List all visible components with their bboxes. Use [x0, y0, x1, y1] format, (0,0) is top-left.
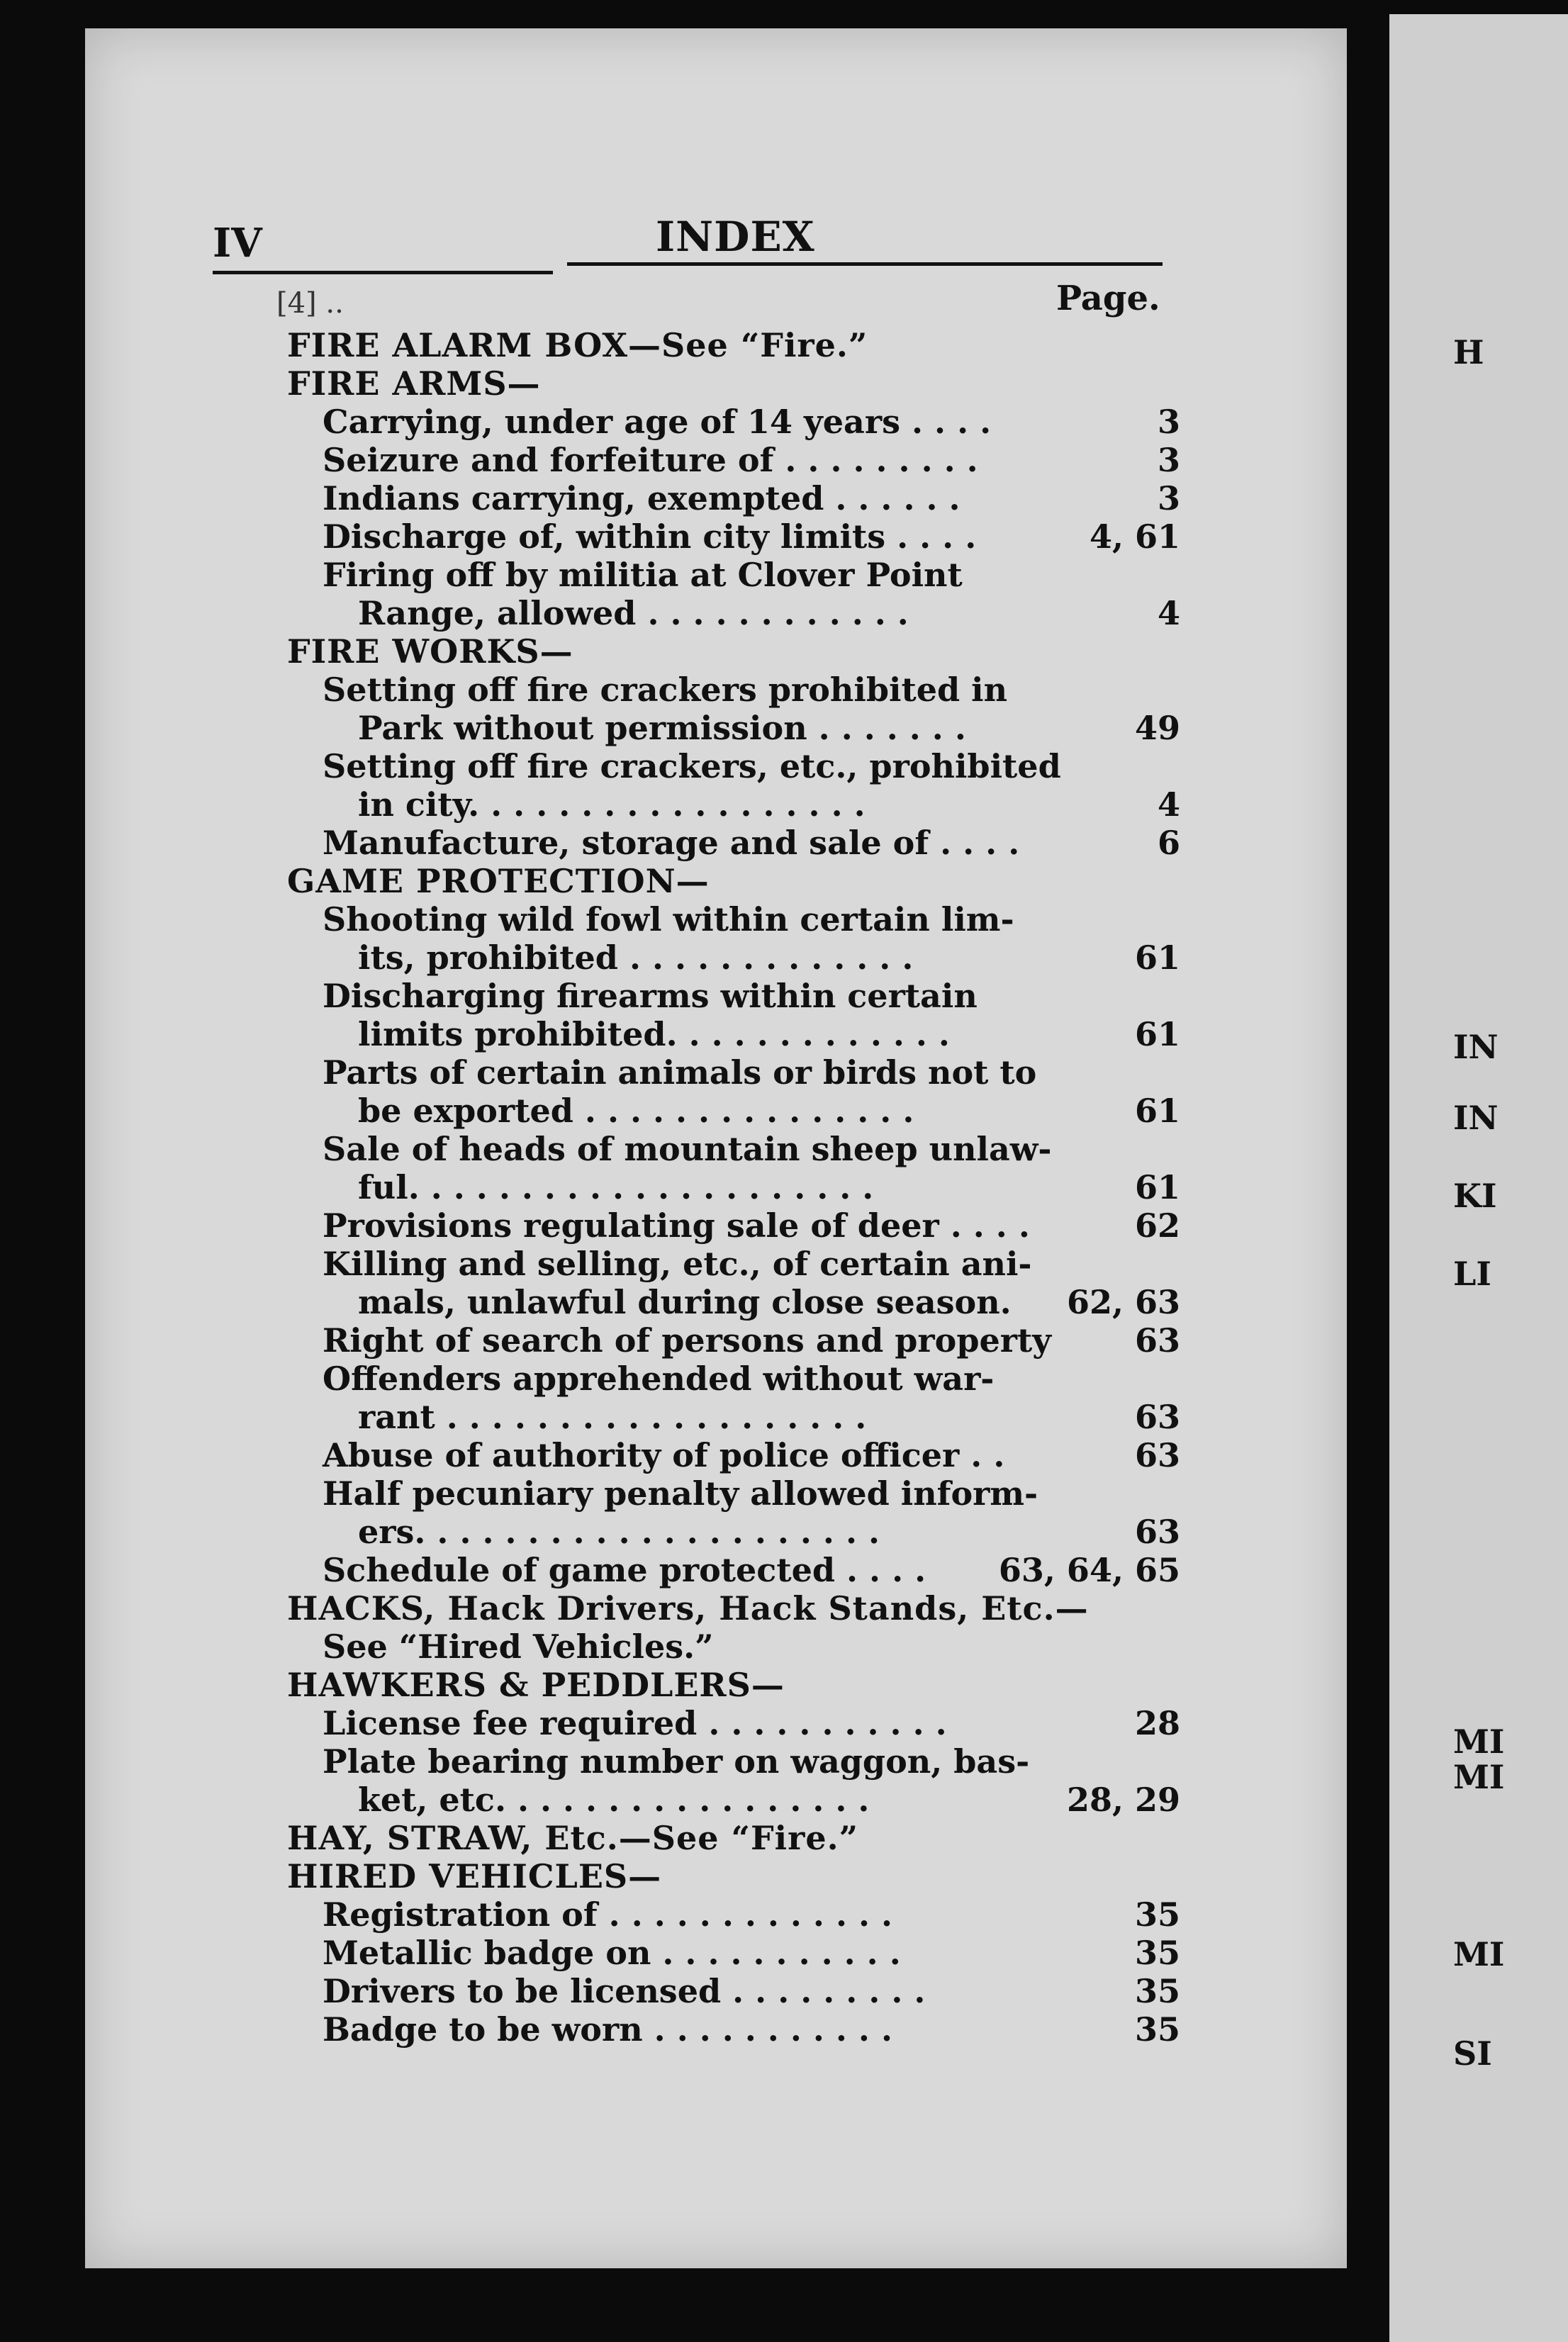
- entry-text: Plate bearing number on waggon, bas-: [323, 1742, 1030, 1781]
- entry-text: Discharging firearms within certain: [323, 977, 978, 1015]
- entry-page-number: 49: [1134, 709, 1180, 747]
- entry-text: License fee required . . . . . . . . . . .: [323, 1704, 947, 1742]
- header-rule-right: [567, 262, 1163, 266]
- entry-page-number: 61: [1134, 939, 1180, 977]
- entry-text: Indians carrying, exempted . . . . . .: [323, 479, 961, 517]
- entry-page-number: 61: [1134, 1168, 1180, 1206]
- index-heading: [287, 1857, 1180, 1895]
- handwritten-mark: [4] ..: [276, 287, 344, 320]
- index-heading: [287, 862, 1180, 900]
- page-column-label: Page.: [1056, 279, 1160, 318]
- index-entry: [287, 1551, 1180, 1589]
- entry-page-number: 6: [1157, 824, 1180, 862]
- index-entry: [287, 403, 1180, 441]
- index-entry: [287, 785, 1180, 824]
- facing-page-letter: LI: [1453, 1255, 1491, 1293]
- facing-page-letter: H: [1453, 333, 1484, 371]
- index-entry: [287, 1398, 1180, 1436]
- facing-page-letter: KI: [1453, 1177, 1497, 1215]
- entry-text: HAY, STRAW, Etc.—See “Fire.”: [287, 1819, 859, 1857]
- entry-page-number: 3: [1157, 479, 1180, 517]
- entry-text: rant . . . . . . . . . . . . . . . . . . .: [358, 1398, 867, 1436]
- index-heading: [287, 632, 1180, 671]
- index-entry: [287, 1972, 1180, 2010]
- index-entry: [287, 1742, 1180, 1781]
- page-number: IV: [213, 220, 262, 267]
- entry-text: See “Hired Vehicles.”: [323, 1627, 714, 1666]
- entry-page-number: 28: [1134, 1704, 1180, 1742]
- index-entry: [287, 1360, 1180, 1398]
- entry-text: Manufacture, storage and sale of . . . .: [323, 824, 1020, 862]
- entry-page-number: 62: [1134, 1206, 1180, 1245]
- entry-page-number: 62, 63: [1066, 1283, 1180, 1321]
- index-entry: [287, 939, 1180, 977]
- entry-text: Seizure and forfeiture of . . . . . . . . .: [323, 441, 978, 479]
- entry-text: Park without permission . . . . . . .: [358, 709, 966, 747]
- entry-text: Setting off fire crackers, etc., prohibited: [323, 747, 1061, 785]
- entry-text: mals, unlawful during close season.: [358, 1283, 1012, 1321]
- entry-text: Right of search of persons and property: [323, 1321, 1051, 1360]
- index-entry: [287, 556, 1180, 594]
- index-entry: [287, 1513, 1180, 1551]
- entry-text: HIRED VEHICLES—: [287, 1857, 662, 1895]
- index-entry: [287, 517, 1180, 556]
- index-entry: [287, 479, 1180, 517]
- facing-page-letter: MI: [1453, 1722, 1505, 1761]
- index-entry: [287, 1206, 1180, 1245]
- entry-page-number: 3: [1157, 441, 1180, 479]
- index-entry: [287, 1704, 1180, 1742]
- index-entry: [287, 900, 1180, 939]
- facing-page-letter: MI: [1453, 1935, 1505, 1973]
- index-entry: [287, 1130, 1180, 1168]
- index-entry: [287, 1245, 1180, 1283]
- entry-text: in city. . . . . . . . . . . . . . . . . .: [358, 785, 866, 824]
- entry-text: Half pecuniary penalty allowed inform-: [323, 1474, 1038, 1513]
- index-entry: [287, 1092, 1180, 1130]
- facing-page-letter: IN: [1453, 1099, 1499, 1137]
- facing-page-letter: SI: [1453, 2034, 1492, 2073]
- entry-text: FIRE ALARM BOX—See “Fire.”: [287, 326, 868, 364]
- index-entry: [287, 2010, 1180, 2049]
- index-entry: [287, 594, 1180, 632]
- entry-page-number: 4: [1157, 785, 1180, 824]
- entry-text: FIRE ARMS—: [287, 364, 541, 403]
- entry-page-number: 4: [1157, 594, 1180, 632]
- entry-text: Registration of . . . . . . . . . . . . .: [323, 1895, 893, 1934]
- entry-page-number: 63: [1134, 1321, 1180, 1360]
- entry-text: Sale of heads of mountain sheep unlaw-: [323, 1130, 1052, 1168]
- entry-text: Shooting wild fowl within certain lim-: [323, 900, 1014, 939]
- entry-text: Discharge of, within city limits . . . .: [323, 517, 977, 556]
- entry-text: limits prohibited. . . . . . . . . . . . .: [358, 1015, 950, 1053]
- entry-text: Parts of certain animals or birds not to: [323, 1053, 1037, 1092]
- entry-text: ful. . . . . . . . . . . . . . . . . . . . .: [358, 1168, 874, 1206]
- index-entry: [287, 824, 1180, 862]
- entry-text: HACKS, Hack Drivers, Hack Stands, Etc.—: [287, 1589, 1089, 1627]
- entry-text: HAWKERS & PEDDLERS—: [287, 1666, 785, 1704]
- facing-page-letter: MI: [1453, 1758, 1505, 1796]
- entry-text: Firing off by militia at Clover Point: [323, 556, 963, 594]
- entry-text: its, prohibited . . . . . . . . . . . . .: [358, 939, 914, 977]
- book-gutter: [1347, 0, 1389, 2342]
- index-heading: [287, 326, 1180, 364]
- entry-text: FIRE WORKS—: [287, 632, 573, 671]
- entry-text: Provisions regulating sale of deer . . . .: [323, 1206, 1030, 1245]
- entry-text: ket, etc. . . . . . . . . . . . . . . . .: [358, 1781, 870, 1819]
- index-entry: [287, 747, 1180, 785]
- index-entry: [287, 1168, 1180, 1206]
- index-entry: [287, 709, 1180, 747]
- entry-page-number: 61: [1134, 1092, 1180, 1130]
- entry-page-number: 35: [1134, 2010, 1180, 2049]
- entry-text: ers. . . . . . . . . . . . . . . . . . . . .: [358, 1513, 880, 1551]
- entry-page-number: 63, 64, 65: [998, 1551, 1180, 1589]
- index-heading: [287, 1589, 1180, 1627]
- entry-page-number: 35: [1134, 1895, 1180, 1934]
- index-entry: [287, 1053, 1180, 1092]
- facing-page-fragment: [1389, 14, 1568, 2342]
- index-heading: [287, 1819, 1180, 1857]
- header-rule-left: [213, 271, 553, 274]
- entry-text: Range, allowed . . . . . . . . . . . .: [358, 594, 909, 632]
- entry-page-number: 35: [1134, 1934, 1180, 1972]
- entry-text: Abuse of authority of police officer . .: [323, 1436, 1005, 1474]
- index-entry: [287, 1627, 1180, 1666]
- entry-text: be exported . . . . . . . . . . . . . . .: [358, 1092, 914, 1130]
- page-header: [213, 213, 1163, 284]
- entry-page-number: 63: [1134, 1398, 1180, 1436]
- entry-text: Schedule of game protected . . . .: [323, 1551, 926, 1589]
- entry-text: Killing and selling, etc., of certain ani-: [323, 1245, 1032, 1283]
- entry-page-number: 61: [1134, 1015, 1180, 1053]
- index-entry: [287, 977, 1180, 1015]
- page-title: INDEX: [656, 213, 815, 261]
- facing-page-letter: IN: [1453, 1028, 1499, 1066]
- entry-text: Setting off fire crackers prohibited in: [323, 671, 1008, 709]
- entry-page-number: 35: [1134, 1972, 1180, 2010]
- index-entry: [287, 1895, 1180, 1934]
- index-entry: [287, 1474, 1180, 1513]
- entry-text: Badge to be worn . . . . . . . . . . .: [323, 2010, 892, 2049]
- index-heading: [287, 364, 1180, 403]
- index-entry: [287, 1015, 1180, 1053]
- index-entry: [287, 1321, 1180, 1360]
- entry-text: GAME PROTECTION—: [287, 862, 710, 900]
- entry-page-number: 4, 61: [1089, 517, 1180, 556]
- entry-page-number: 28, 29: [1066, 1781, 1180, 1819]
- index-entry: [287, 1283, 1180, 1321]
- entry-page-number: 63: [1134, 1513, 1180, 1551]
- entry-page-number: 3: [1157, 403, 1180, 441]
- entry-text: Metallic badge on . . . . . . . . . . .: [323, 1934, 901, 1972]
- index-entry: [287, 441, 1180, 479]
- index-entry: [287, 1781, 1180, 1819]
- entry-text: Offenders apprehended without war-: [323, 1360, 995, 1398]
- entry-page-number: 63: [1134, 1436, 1180, 1474]
- index-entry: [287, 1436, 1180, 1474]
- entry-text: Drivers to be licensed . . . . . . . . .: [323, 1972, 926, 2010]
- index-entries: [287, 326, 1180, 2049]
- index-heading: [287, 1666, 1180, 1704]
- index-entry: [287, 1934, 1180, 1972]
- index-entry: [287, 671, 1180, 709]
- entry-text: Carrying, under age of 14 years . . . .: [323, 403, 992, 441]
